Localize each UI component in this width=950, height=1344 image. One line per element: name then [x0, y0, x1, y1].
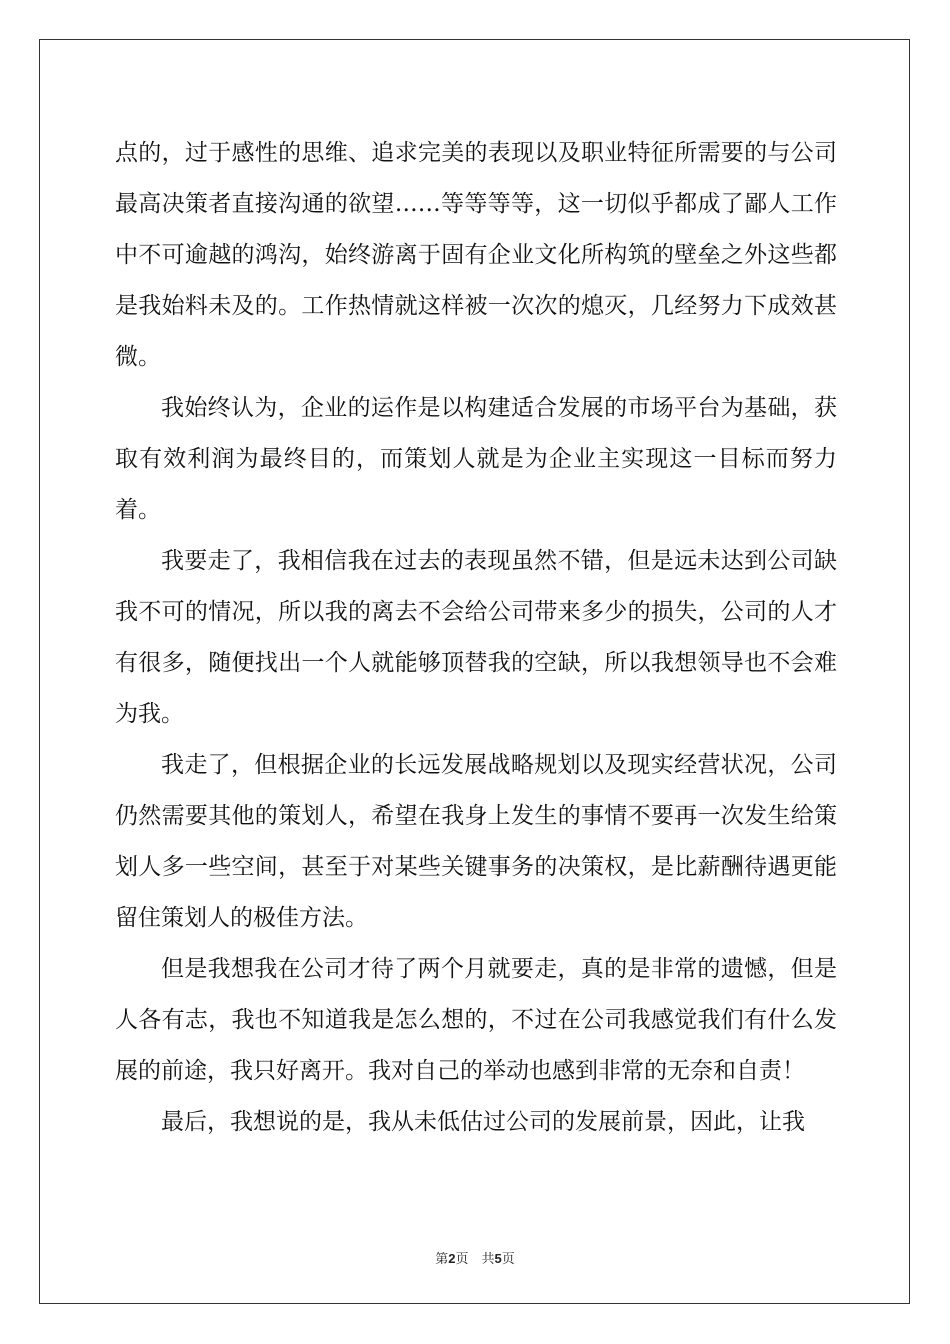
page-total: 5 — [494, 1251, 502, 1266]
paragraph: 但是我想我在公司才待了两个月就要走，真的是非常的遗憾，但是人各有志，我也不知道我是怎么想的，不过在公司我感觉我们有什么发展的前途，我只好离开。我对自己的举动也感到非常的无奈和自责！ — [115, 956, 837, 1084]
paragraph: 最后，我想说的是，我从未低估过公司的发展前景，因此，让我 — [161, 1109, 805, 1135]
paragraph: 我要走了，我相信我在过去的表现虽然不错，但是远未达到公司缺我不可的情况，所以我的离去不会给公司带来多少的损失，公司的人才有很多，随便找出一个人就能够顶替我的空缺，所以我想领导也不会难为我。 — [115, 548, 837, 727]
document-body — [115, 128, 837, 1148]
page-current: 2 — [448, 1251, 456, 1266]
page-prefix: 第 — [435, 1252, 449, 1267]
paragraph: 我始终认为，企业的运作是以构建适合发展的市场平台为基础，获取有效利润为最终目的，而策划人就是为企业主实现这一目标而努力着。 — [115, 395, 837, 523]
page-footer — [0, 1248, 950, 1267]
page-mid: 页 共 — [455, 1252, 495, 1267]
page-suffix: 页 — [501, 1252, 515, 1267]
paragraph: 点的，过于感性的思维、追求完美的表现以及职业特征所需要的与公司最高决策者直接沟通的欲望……等等等等，这一切似乎都成了鄙人工作中不可逾越的鸿沟，始终游离于固有企业文化所构筑的壁垒之外这些都是我始料未及的。工作热情就这样被一次次的熄灭，几经努力下成效甚微。 — [115, 140, 837, 370]
paragraph: 我走了，但根据企业的长远发展战略规划以及现实经营状况，公司仍然需要其他的策划人，希望在我身上发生的事情不要再一次发生给策划人多一些空间，甚至于对某些关键事务的决策权，是比薪酬待遇更能留住策划人的极佳方法。 — [115, 752, 837, 931]
